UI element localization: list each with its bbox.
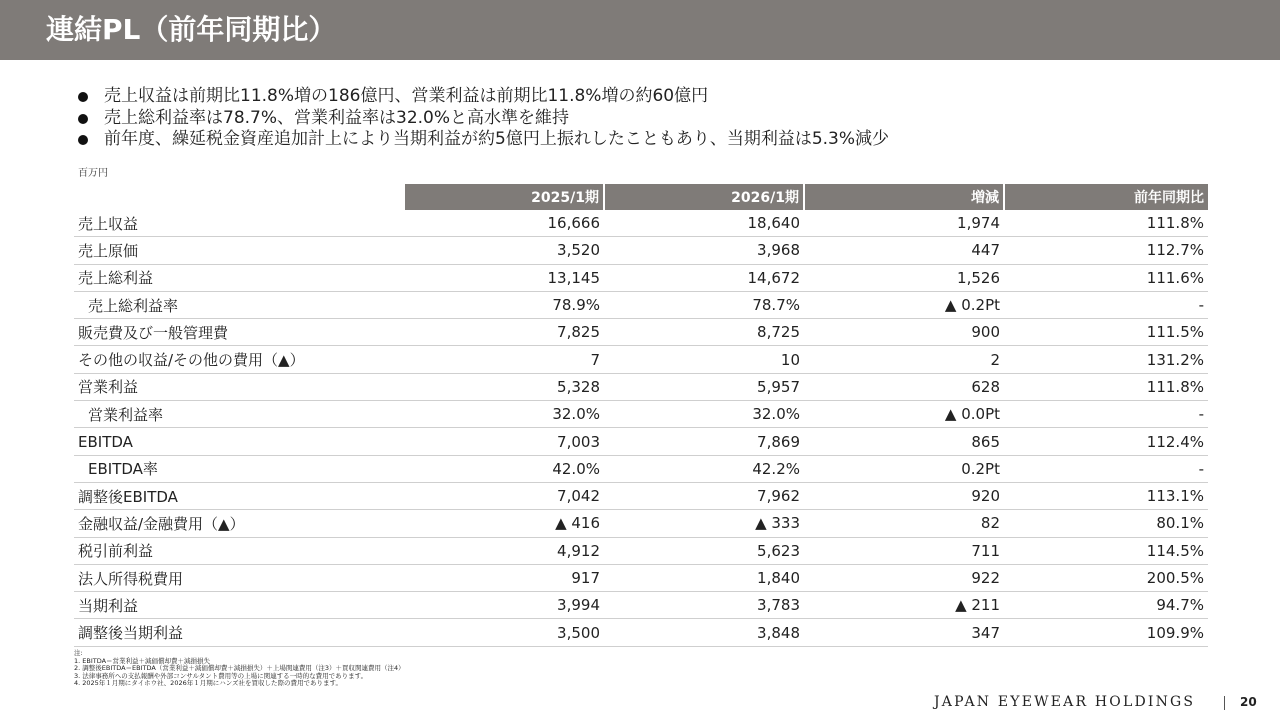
cell-value: 112.4% <box>1004 428 1208 455</box>
table-row <box>74 592 1208 619</box>
cell-value: 131.2% <box>1004 346 1208 373</box>
cell-value: 7,962 <box>604 482 804 509</box>
footnote-line: 4. 2025年１月期にタイホウ社、2026年１月期にハンズ社を買収した際の費用であります。 <box>74 679 343 688</box>
cell-value: ▲ 333 <box>604 510 804 537</box>
row-label: 営業利益率 <box>74 401 404 428</box>
cell-value: 80.1% <box>1004 510 1208 537</box>
column-header-yoy: 前年同期比 <box>1004 184 1208 210</box>
cell-value: 10 <box>604 346 804 373</box>
cell-value: ▲ 0.2Pt <box>804 291 1004 318</box>
cell-value: 94.7% <box>1004 592 1208 619</box>
row-label: 調整後当期利益 <box>74 619 404 646</box>
row-label: 税引前利益 <box>74 537 404 564</box>
cell-value: 13,145 <box>404 264 604 291</box>
page-number: 20 <box>1240 695 1257 709</box>
row-label: 売上原価 <box>74 237 404 264</box>
cell-value: 922 <box>804 564 1004 591</box>
table-row <box>74 428 1208 455</box>
page-title: 連結PL（前年同期比） <box>46 13 337 46</box>
cell-value: 42.0% <box>404 455 604 482</box>
cell-value: 16,666 <box>404 210 604 237</box>
table-row <box>74 537 1208 564</box>
cell-value: 78.9% <box>404 291 604 318</box>
cell-value: ▲ 416 <box>404 510 604 537</box>
row-label: 売上総利益率 <box>74 291 404 318</box>
table-row <box>74 210 1208 237</box>
summary-bullets <box>76 86 1256 151</box>
footer-divider <box>1224 696 1225 710</box>
row-label: EBITDA <box>74 428 404 455</box>
table-row <box>74 264 1208 291</box>
table-row <box>74 510 1208 537</box>
row-label: その他の収益/その他の費用（▲） <box>74 346 404 373</box>
row-label: EBITDA率 <box>74 455 404 482</box>
cell-value: 32.0% <box>404 401 604 428</box>
cell-value: 5,957 <box>604 373 804 400</box>
row-label: 売上収益 <box>74 210 404 237</box>
footnote-heading: 注: <box>74 649 83 657</box>
cell-value: 900 <box>804 319 1004 346</box>
row-label: 営業利益 <box>74 373 404 400</box>
cell-value: 111.8% <box>1004 210 1208 237</box>
table-header-row <box>74 184 1208 210</box>
cell-value: 111.5% <box>1004 319 1208 346</box>
cell-value: 0.2Pt <box>804 455 1004 482</box>
cell-value: 3,500 <box>404 619 604 646</box>
cell-value: 82 <box>804 510 1004 537</box>
cell-value: 4,912 <box>404 537 604 564</box>
cell-value: 32.0% <box>604 401 804 428</box>
cell-value: 114.5% <box>1004 537 1208 564</box>
cell-value: - <box>1004 401 1208 428</box>
unit-label: 百万円 <box>78 168 108 179</box>
table-row <box>74 319 1208 346</box>
table-row <box>74 346 1208 373</box>
cell-value: 1,974 <box>804 210 1004 237</box>
cell-value: 109.9% <box>1004 619 1208 646</box>
cell-value: 14,672 <box>604 264 804 291</box>
table-row <box>74 291 1208 318</box>
row-label: 当期利益 <box>74 592 404 619</box>
cell-value: 347 <box>804 619 1004 646</box>
table-row <box>74 482 1208 509</box>
footnotes <box>74 650 405 688</box>
slide-header <box>0 0 1280 60</box>
cell-value: 8,725 <box>604 319 804 346</box>
cell-value: 711 <box>804 537 1004 564</box>
cell-value: 7,869 <box>604 428 804 455</box>
cell-value: 111.6% <box>1004 264 1208 291</box>
cell-value: 112.7% <box>1004 237 1208 264</box>
column-header-change: 増減 <box>804 184 1004 210</box>
cell-value: - <box>1004 291 1208 318</box>
cell-value: 1,526 <box>804 264 1004 291</box>
table-row <box>74 455 1208 482</box>
footnote-line: 2. 調整後EBITDA＝EBITDA（営業利益＋減価償却費＋減損損失）＋上場関連費用（注3）＋買収関連費用（注4） <box>74 664 405 673</box>
cell-value: 3,968 <box>604 237 804 264</box>
column-header-fy2025: 2025/1期 <box>404 184 604 210</box>
bullet-item: 売上総利益率は78.7%、営業利益率は32.0%と高水準を維持 <box>76 108 1256 130</box>
bullet-item: 前年度、繰延税金資産追加計上により当期利益が約5億円上振れしたこともあり、当期利益は5.3%減少 <box>76 129 1256 151</box>
table-row <box>74 564 1208 591</box>
cell-value: ▲ 211 <box>804 592 1004 619</box>
cell-value: 1,840 <box>604 564 804 591</box>
row-label: 法人所得税費用 <box>74 564 404 591</box>
cell-value: 7,003 <box>404 428 604 455</box>
row-label: 販売費及び一般管理費 <box>74 319 404 346</box>
table-row <box>74 373 1208 400</box>
cell-value: 42.2% <box>604 455 804 482</box>
cell-value: 78.7% <box>604 291 804 318</box>
table-row <box>74 237 1208 264</box>
cell-value: 3,994 <box>404 592 604 619</box>
row-label: 売上総利益 <box>74 264 404 291</box>
column-header-label <box>74 184 404 210</box>
cell-value: 5,623 <box>604 537 804 564</box>
cell-value: 865 <box>804 428 1004 455</box>
row-label: 調整後EBITDA <box>74 482 404 509</box>
bullet-item: 売上収益は前期比11.8%増の186億円、営業利益は前期比11.8%増の約60億円 <box>76 86 1256 108</box>
table-body <box>74 210 1208 646</box>
cell-value: 447 <box>804 237 1004 264</box>
cell-value: 3,783 <box>604 592 804 619</box>
cell-value: 920 <box>804 482 1004 509</box>
column-header-fy2026: 2026/1期 <box>604 184 804 210</box>
pl-table <box>74 184 1208 647</box>
cell-value: 2 <box>804 346 1004 373</box>
table-row <box>74 401 1208 428</box>
cell-value: 200.5% <box>1004 564 1208 591</box>
footnote-line: 1. EBITDA＝営業利益＋減価償却費＋減損損失 <box>74 656 211 665</box>
cell-value: 3,520 <box>404 237 604 264</box>
cell-value: 917 <box>404 564 604 591</box>
cell-value: 113.1% <box>1004 482 1208 509</box>
cell-value: 7,042 <box>404 482 604 509</box>
cell-value: 18,640 <box>604 210 804 237</box>
cell-value: - <box>1004 455 1208 482</box>
table-row <box>74 619 1208 646</box>
cell-value: 7,825 <box>404 319 604 346</box>
cell-value: 3,848 <box>604 619 804 646</box>
footnote-line: 3. 法律事務所への支払報酬や外部コンサルタント費用等の上場に関連する一時的な費用であります。 <box>74 671 368 680</box>
cell-value: 5,328 <box>404 373 604 400</box>
cell-value: 628 <box>804 373 1004 400</box>
company-logo-text: JAPAN EYEWEAR HOLDINGS <box>934 694 1196 710</box>
row-label: 金融収益/金融費用（▲） <box>74 510 404 537</box>
cell-value: 7 <box>404 346 604 373</box>
cell-value: 111.8% <box>1004 373 1208 400</box>
cell-value: ▲ 0.0Pt <box>804 401 1004 428</box>
